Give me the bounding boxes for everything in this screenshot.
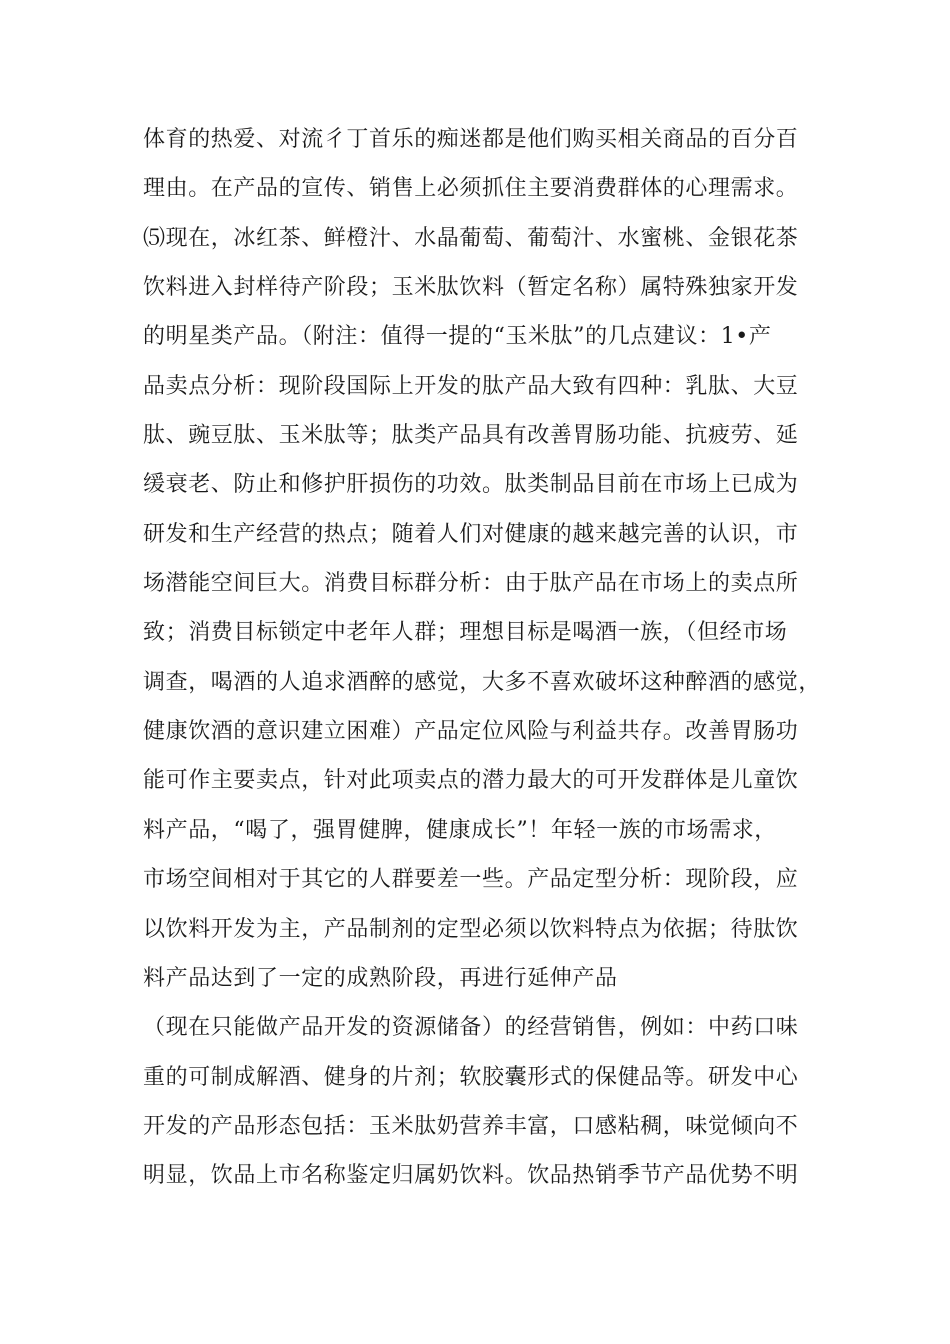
text-line: 调查，喝酒的人追求酒醉的感觉，大多不喜欢破坏这种醉酒的感觉，	[143, 669, 822, 695]
text-line: 研发和生产经营的热点；随着人们对健康的越来越完善的认识，市	[143, 521, 799, 547]
text-line: 料产品达到了一定的成熟阶段，再进行延伸产品	[143, 965, 618, 991]
text-line: 以饮料开发为主，产品制剂的定型必须以饮料特点为依据；待肽饮	[143, 916, 799, 942]
text-line: 重的可制成解酒、健身的片剂；软胶囊形式的保健品等。研发中心	[143, 1064, 799, 1090]
text-line: 市场空间相对于其它的人群要差一些。产品定型分析：现阶段，应	[143, 867, 799, 893]
text-line: 健康饮酒的意识建立困难）产品定位风险与利益共存。改善胃肠功	[143, 719, 799, 745]
text-line: 体育的热爱、对流彳丁首乐的痴迷都是他们购买相关商品的百分百	[143, 127, 799, 152]
text-line: 致；消费目标锁定中老年人群；理想目标是喝酒一族，（但经市场	[143, 620, 788, 646]
text-line: 品卖点分析：现阶段国际上开发的肽产品大致有四种：乳肽、大豆	[143, 373, 799, 399]
text-line: 能可作主要卖点，针对此项卖点的潜力最大的可开发群体是儿童饮	[143, 768, 799, 794]
text-line: ⑸现在，冰红茶、鲜橙汁、水晶葡萄、葡萄汁、水蜜桃、金银花茶	[143, 225, 799, 251]
text-line: 开发的产品形态包括：玉米肽奶营养丰富，口感粘稠，味觉倾向不	[143, 1113, 799, 1139]
text-line: 明显，饮品上市名称鉴定归属奶饮料。饮品热销季节产品优势不明	[143, 1163, 799, 1189]
text-line: 饮料进入封样待产阶段；玉米肽饮料（暂定名称）属特殊独家开发	[143, 275, 799, 301]
text-line: （现在只能做产品开发的资源储备）的经营销售，例如：中药口味	[143, 1015, 799, 1041]
text-line: 场潜能空间巨大。消费目标群分析：由于肽产品在市场上的卖点所	[143, 571, 799, 597]
text-line: 理由。在产品的宣传、销售上必须抓住主要消费群体的心理需求。	[143, 176, 799, 202]
text-line: 肽、豌豆肽、玉米肽等；肽类产品具有改善胃肠功能、抗疲劳、延	[143, 423, 799, 449]
text-line: 的明星类产品。（附注：值得一提的“玉米肽”的几点建议：1•产	[143, 324, 772, 350]
text-line: 料产品，“喝了，强胃健脾，健康成长”！年轻一族的市场需求，	[143, 817, 777, 843]
text-line: 缓衰老、防止和修护肝损伤的功效。肽类制品目前在市场上已成为	[143, 472, 799, 498]
body-paragraph	[143, 120, 822, 1206]
